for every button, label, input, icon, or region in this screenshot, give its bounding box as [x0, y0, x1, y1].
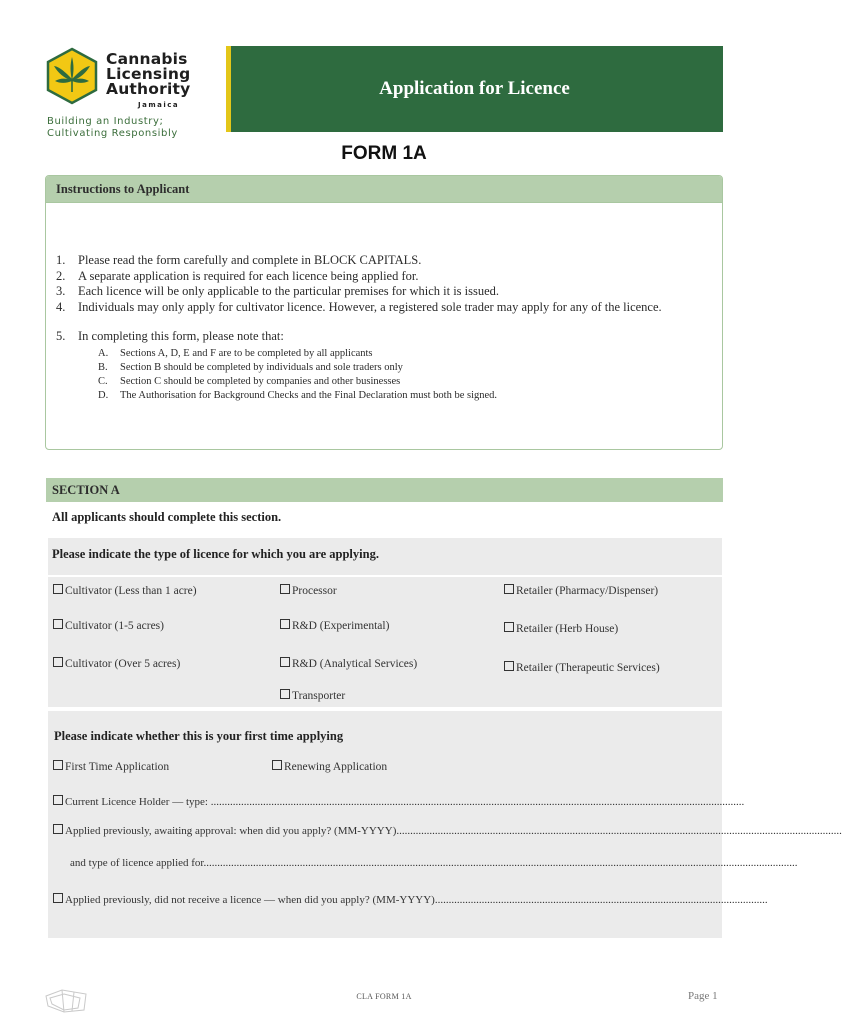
fill-line: ......................................................................................................................... [434, 894, 768, 906]
list-item: 3. Each licence will be only applicable to the particular premises for which it is issued. [56, 284, 500, 298]
option-cultivator-over5[interactable]: Cultivator (Over 5 acres) [53, 657, 180, 670]
instructions-list [56, 253, 706, 403]
option-transporter[interactable]: Transporter [280, 689, 345, 702]
checkbox-icon[interactable] [504, 661, 514, 671]
application-status-panel [48, 711, 842, 938]
form-title: FORM 1A [341, 143, 427, 164]
fill-line: .................................................................................................................................................................................................. [210, 796, 745, 808]
org-name: Cannabis Licensing Authority [106, 50, 191, 98]
checkbox-icon[interactable] [280, 689, 290, 699]
list-item: 1. Please read the form carefully and complete in BLOCK CAPITALS. [56, 253, 422, 267]
option-retailer-pharmacy[interactable]: Retailer (Pharmacy/Dispenser) [504, 584, 658, 597]
checkbox-icon[interactable] [53, 760, 63, 770]
checkbox-icon[interactable] [53, 893, 63, 903]
checkbox-icon[interactable] [504, 622, 514, 632]
page-number: Page 1 [688, 990, 718, 1002]
list-item: 4. Individuals may only apply for cultivator licence. However, a registered sole trader may apply for any of the licence. [56, 299, 662, 314]
option-cultivator-lt1[interactable]: Cultivator (Less than 1 acre) [53, 584, 197, 597]
tagline: Building an Industry; Cultivating Responsibly [47, 116, 178, 139]
banner-title: Application for Licence [379, 78, 570, 99]
list-item: 2. A separate application is required for each licence being applied for. [56, 268, 419, 283]
licence-options-panel [48, 577, 722, 707]
footer-form-label: CLA FORM 1A [356, 992, 412, 1001]
checkbox-icon[interactable] [504, 584, 514, 594]
instructions-heading: Instructions to Applicant [56, 182, 190, 196]
checkbox-icon[interactable] [272, 760, 282, 770]
checkbox-icon[interactable] [53, 795, 63, 805]
option-cultivator-1-5[interactable]: Cultivator (1-5 acres) [53, 619, 164, 632]
section-a-header [46, 478, 723, 502]
option-processor[interactable]: Processor [280, 584, 337, 597]
section-a-heading: SECTION A [52, 483, 120, 497]
checkbox-icon[interactable] [53, 824, 63, 834]
option-retailer-herb-house[interactable]: Retailer (Herb House) [504, 622, 618, 635]
sub-list-item: B. Section B should be completed by individuals and sole traders only [98, 361, 403, 373]
current-licence-holder-field[interactable]: Current Licence Holder — type: .................................................................................................................................................................................................. [53, 795, 713, 808]
sub-list-item: A. Sections A, D, E and F are to be completed by all applicants [98, 347, 373, 359]
section-a-note: All applicants should complete this section. [52, 510, 282, 524]
list-item: 5. In completing this form, please note that: [56, 329, 284, 343]
option-retailer-therapeutic[interactable]: Retailer (Therapeutic Services) [504, 661, 660, 674]
sub-list-item: D. The Authorisation for Background Checks and the Final Declaration must both be signed. [98, 389, 498, 401]
option-renewing[interactable]: Renewing Application [272, 760, 387, 773]
applied-denied-field[interactable]: Applied previously, did not receive a licence — when did you apply? (MM-YYYY)......................................................................................................................... [53, 893, 707, 906]
checkbox-icon[interactable] [53, 619, 63, 629]
option-rd-analytical[interactable]: R&D (Analytical Services) [280, 657, 417, 670]
checkbox-icon[interactable] [53, 584, 63, 594]
checkbox-icon[interactable] [280, 584, 290, 594]
instructions-sublist [98, 347, 706, 403]
org-country: Jamaica [138, 101, 180, 109]
fill-line: ........................................................................................................................................................................................................................ [203, 857, 798, 869]
instructions-header [46, 176, 722, 203]
fill-line: .................................................................................................................................................................. [396, 825, 842, 837]
checkbox-icon[interactable] [280, 619, 290, 629]
type-applied-field[interactable]: and type of licence applied for........................................................................................................................................................................................................................ [70, 857, 798, 869]
sub-list-item: C. Section C should be completed by companies and other businesses [98, 375, 401, 387]
licence-type-title-panel [48, 538, 722, 575]
checkbox-icon[interactable] [280, 657, 290, 667]
applied-awaiting-field[interactable]: Applied previously, awaiting approval: when did you apply? (MM-YYYY).................................................................................................................................................................. [53, 824, 705, 837]
checkbox-icon[interactable] [53, 657, 63, 667]
first-time-title: Please indicate whether this is your first time applying [54, 729, 344, 743]
licence-type-title: Please indicate the type of licence for which you are applying. [52, 547, 379, 561]
option-rd-experimental[interactable]: R&D (Experimental) [280, 619, 389, 632]
cla-logo-icon [46, 47, 98, 105]
option-first-time[interactable]: First Time Application [53, 760, 169, 773]
